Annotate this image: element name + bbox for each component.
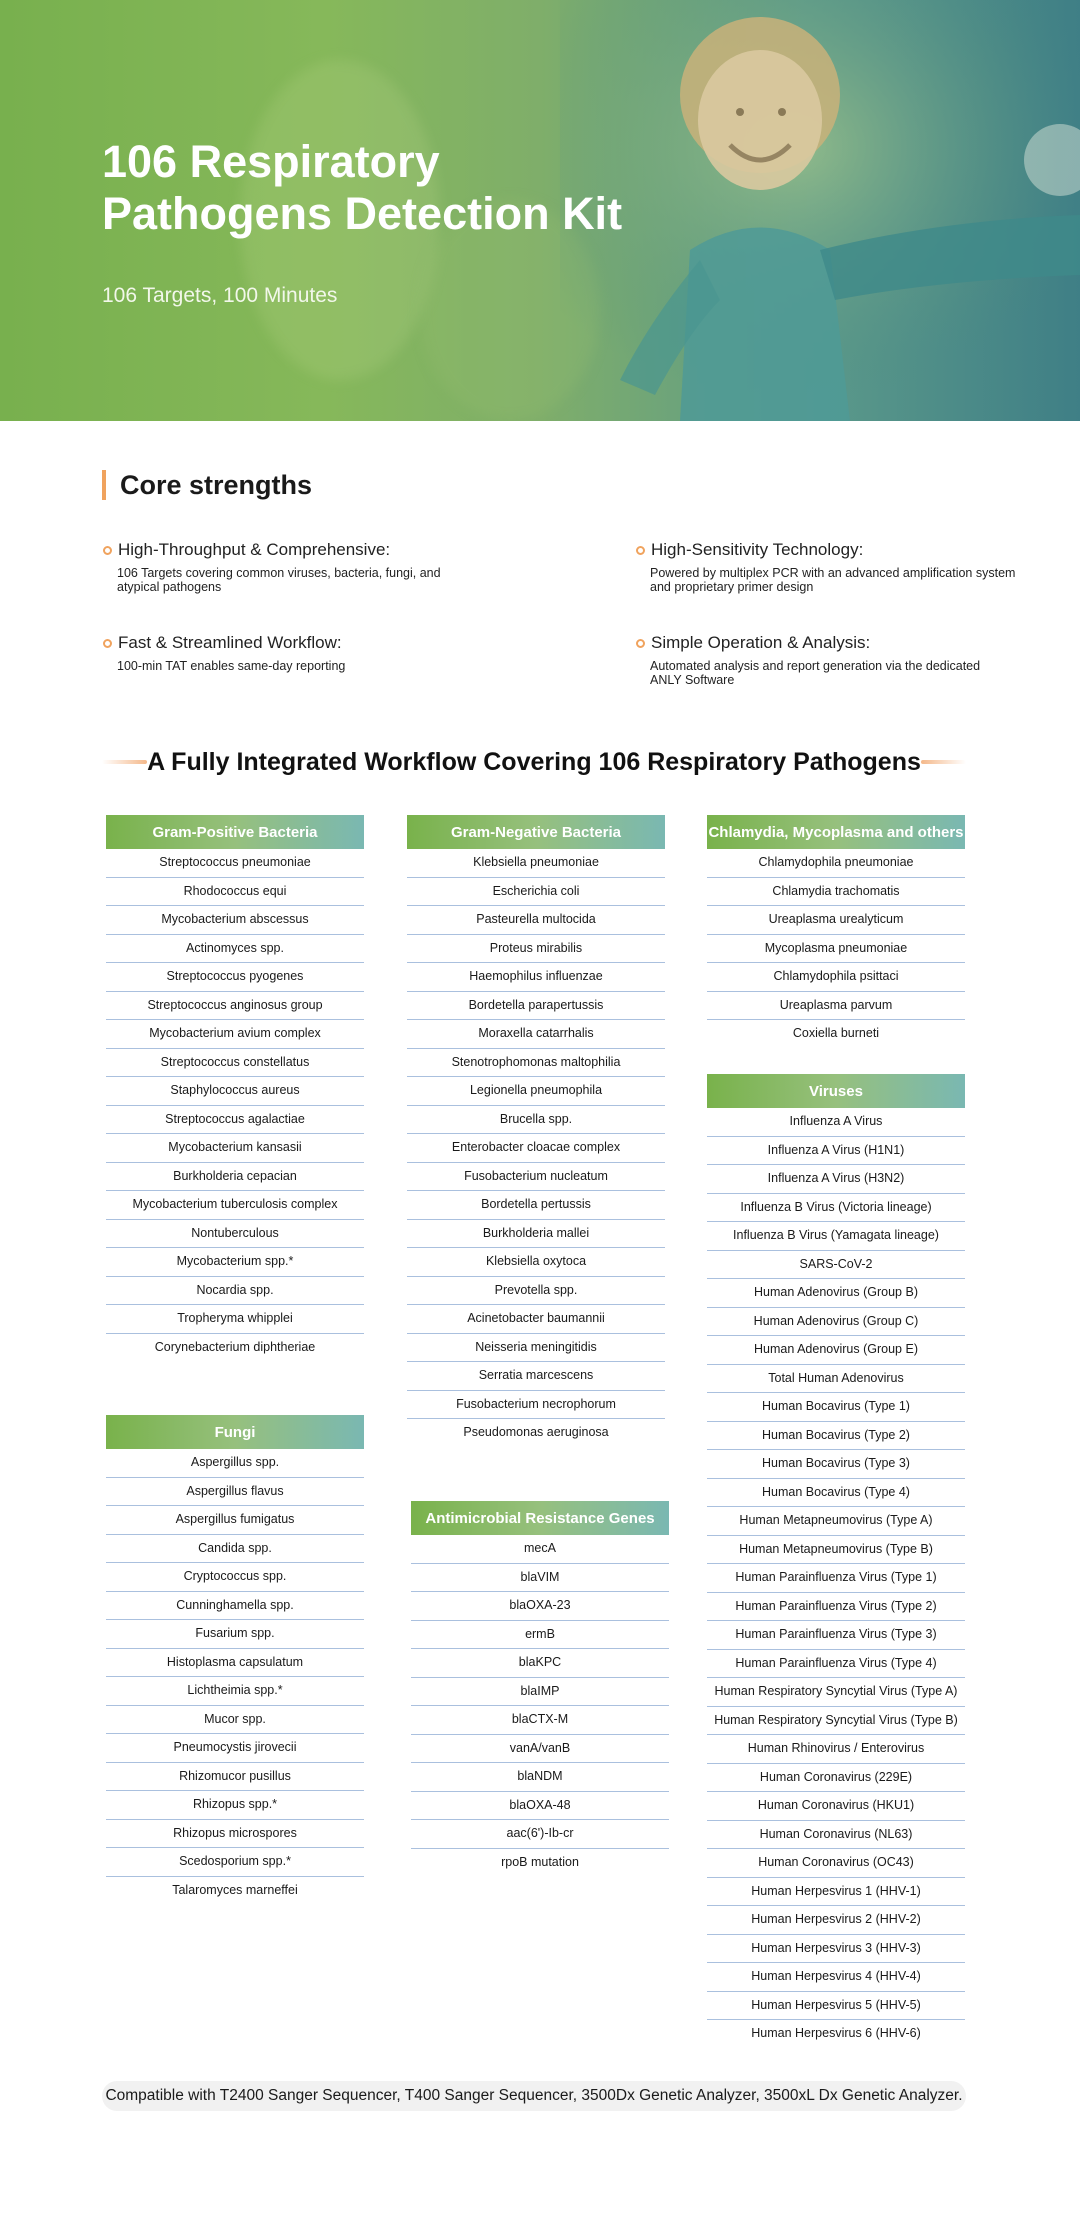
workflow-heading xyxy=(102,745,966,779)
table-row: Human Herpesvirus 3 (HHV-3) xyxy=(707,1935,965,1964)
bullet-icon xyxy=(103,546,112,555)
table-row: Candida spp. xyxy=(106,1535,364,1564)
table-row: blaCTX-M xyxy=(411,1706,669,1735)
bullet-icon xyxy=(103,639,112,648)
table-row: Streptococcus constellatus xyxy=(106,1049,364,1078)
table-row: Human Parainfluenza Virus (Type 3) xyxy=(707,1621,965,1650)
table-row: Human Herpesvirus 5 (HHV-5) xyxy=(707,1992,965,2021)
table-row: Human Parainfluenza Virus (Type 4) xyxy=(707,1650,965,1679)
table-row: Legionella pneumophila xyxy=(407,1077,665,1106)
table-chlamydia-mycoplasma xyxy=(707,815,965,1049)
feature-title: High-Throughput & Comprehensive: xyxy=(118,540,391,559)
table-row: Human Adenovirus (Group E) xyxy=(707,1336,965,1365)
table-list xyxy=(106,849,364,1362)
feature-title: High-Sensitivity Technology: xyxy=(651,540,864,559)
table-list xyxy=(707,849,965,1049)
table-row: Scedosporium spp.* xyxy=(106,1848,364,1877)
table-row: blaKPC xyxy=(411,1649,669,1678)
table-row: Actinomyces spp. xyxy=(106,935,364,964)
table-list xyxy=(707,1108,965,2049)
table-row: Mycobacterium spp.* xyxy=(106,1248,364,1277)
table-row: Haemophilus influenzae xyxy=(407,963,665,992)
feature-simple-operation xyxy=(635,633,1065,687)
feature-high-sensitivity xyxy=(635,540,1065,594)
bullet-icon xyxy=(636,639,645,648)
table-row: Human Herpesvirus 1 (HHV-1) xyxy=(707,1878,965,1907)
table-row: Human Parainfluenza Virus (Type 2) xyxy=(707,1593,965,1622)
table-row: Influenza A Virus xyxy=(707,1108,965,1137)
table-row: Ureaplasma parvum xyxy=(707,992,965,1021)
table-row: Streptococcus anginosus group xyxy=(106,992,364,1021)
table-row: Human Coronavirus (NL63) xyxy=(707,1821,965,1850)
table-row: Human Herpesvirus 6 (HHV-6) xyxy=(751,2026,921,2040)
feature-desc: Powered by multiplex PCR with an advanced amplification system and proprietary primer design xyxy=(650,566,1016,594)
table-row: Human Adenovirus (Group C) xyxy=(707,1308,965,1337)
table-row: Human Herpesvirus 2 (HHV-2) xyxy=(707,1906,965,1935)
heading-decor-right xyxy=(921,760,966,764)
table-row: Influenza B Virus (Yamagata lineage) xyxy=(707,1222,965,1251)
table-row: Chlamydophila psittaci xyxy=(707,963,965,992)
table-amr-genes xyxy=(411,1501,669,1877)
table-row: Influenza A Virus (H1N1) xyxy=(707,1137,965,1166)
table-row: Rhodococcus equi xyxy=(106,878,364,907)
table-row: Escherichia coli xyxy=(407,878,665,907)
workflow-title: A Fully Integrated Workflow Covering 106 Respiratory Pathogens xyxy=(147,747,921,776)
feature-fast-workflow xyxy=(102,633,532,673)
table-header: Viruses xyxy=(707,1074,965,1108)
table-row: Human Respiratory Syncytial Virus (Type A) xyxy=(707,1678,965,1707)
table-row: blaOXA-23 xyxy=(411,1592,669,1621)
table-row: Stenotrophomonas maltophilia xyxy=(407,1049,665,1078)
table-row: Human Metapneumovirus (Type B) xyxy=(707,1536,965,1565)
table-row: Lichtheimia spp.* xyxy=(106,1677,364,1706)
table-row: Human Respiratory Syncytial Virus (Type B) xyxy=(707,1707,965,1736)
table-row: Tropheryma whipplei xyxy=(106,1305,364,1334)
table-row: Influenza A Virus (H3N2) xyxy=(707,1165,965,1194)
table-row: Human Coronavirus (OC43) xyxy=(707,1849,965,1878)
table-row: Ureaplasma urealyticum xyxy=(707,906,965,935)
table-list xyxy=(106,1449,364,1905)
table-row: Mycobacterium tuberculosis complex xyxy=(106,1191,364,1220)
table-row: Corynebacterium diphtheriae xyxy=(154,1339,316,1354)
table-row: Talaromyces marneffei xyxy=(172,1882,298,1897)
table-row: Bordetella parapertussis xyxy=(407,992,665,1021)
table-row: Moraxella catarrhalis xyxy=(407,1020,665,1049)
table-fungi xyxy=(106,1415,364,1905)
feature-title: Fast & Streamlined Workflow: xyxy=(118,633,342,652)
table-gram-positive xyxy=(106,815,364,1362)
table-row: Cunninghamella spp. xyxy=(106,1592,364,1621)
table-row: Mycobacterium kansasii xyxy=(106,1134,364,1163)
table-row: Proteus mirabilis xyxy=(407,935,665,964)
table-row: Influenza B Virus (Victoria lineage) xyxy=(707,1194,965,1223)
feature-desc: 100-min TAT enables same-day reporting xyxy=(117,659,346,673)
table-row: Fusarium spp. xyxy=(106,1620,364,1649)
table-row: Human Metapneumovirus (Type A) xyxy=(707,1507,965,1536)
table-row: Human Rhinovirus / Enterovirus xyxy=(707,1735,965,1764)
table-row: aac(6')-Ib-cr xyxy=(411,1820,669,1849)
table-row: Neisseria meningitidis xyxy=(407,1334,665,1363)
hero-subtitle: 106 Targets, 100 Minutes xyxy=(102,284,338,307)
table-row: rpoB mutation xyxy=(501,1854,579,1869)
hero-title xyxy=(102,136,662,240)
feature-desc: Automated analysis and report generation via the dedicated ANLY Software xyxy=(650,659,981,687)
core-strengths-title: Core strengths xyxy=(102,470,312,500)
table-row: Total Human Adenovirus xyxy=(707,1365,965,1394)
table-row: Human Bocavirus (Type 4) xyxy=(707,1479,965,1508)
table-row: Bordetella pertussis xyxy=(407,1191,665,1220)
table-row: Serratia marcescens xyxy=(407,1362,665,1391)
table-row: Rhizopus microspores xyxy=(106,1820,364,1849)
table-header: Antimicrobial Resistance Genes xyxy=(411,1501,669,1535)
table-row: Acinetobacter baumannii xyxy=(407,1305,665,1334)
table-row: blaIMP xyxy=(411,1678,669,1707)
table-row: Human Adenovirus (Group B) xyxy=(707,1279,965,1308)
table-row: ermB xyxy=(411,1621,669,1650)
bullet-icon xyxy=(636,546,645,555)
table-row: Brucella spp. xyxy=(407,1106,665,1135)
table-row: Fusobacterium necrophorum xyxy=(407,1391,665,1420)
table-row: Aspergillus flavus xyxy=(106,1478,364,1507)
feature-high-throughput xyxy=(102,540,532,594)
table-row: Human Bocavirus (Type 3) xyxy=(707,1450,965,1479)
hero-title-line2: Pathogens Detection Kit xyxy=(102,188,623,239)
table-row: Pneumocystis jirovecii xyxy=(106,1734,364,1763)
table-row: Human Parainfluenza Virus (Type 1) xyxy=(707,1564,965,1593)
table-row: Human Bocavirus (Type 1) xyxy=(707,1393,965,1422)
table-row: Mycoplasma pneumoniae xyxy=(707,935,965,964)
table-row: Rhizopus spp.* xyxy=(106,1791,364,1820)
table-header: Fungi xyxy=(106,1415,364,1449)
table-row: Pseudomonas aeruginosa xyxy=(463,1425,609,1439)
table-row: Chlamydophila pneumoniae xyxy=(707,849,965,878)
table-header: Gram-Negative Bacteria xyxy=(407,815,665,849)
table-row: mecA xyxy=(411,1535,669,1564)
table-row: Enterobacter cloacae complex xyxy=(407,1134,665,1163)
table-row: Human Herpesvirus 4 (HHV-4) xyxy=(707,1963,965,1992)
table-row: Human Coronavirus (HKU1) xyxy=(707,1792,965,1821)
table-row: vanA/vanB xyxy=(411,1735,669,1764)
table-list xyxy=(411,1535,669,1877)
compatibility-note: Compatible with T2400 Sanger Sequencer, T400 Sanger Sequencer, 3500Dx Genetic Analyzer, 3500xL Dx Genetic Analyzer. xyxy=(102,2081,966,2111)
table-row: blaNDM xyxy=(411,1763,669,1792)
table-header: Chlamydia, Mycoplasma and others xyxy=(707,815,965,849)
table-row: Mycobacterium avium complex xyxy=(106,1020,364,1049)
table-gram-negative xyxy=(407,815,665,1448)
table-row: Prevotella spp. xyxy=(407,1277,665,1306)
feature-desc: 106 Targets covering common viruses, bacteria, fungi, and atypical pathogens xyxy=(117,566,441,594)
table-row: Rhizomucor pusillus xyxy=(106,1763,364,1792)
table-row: Streptococcus agalactiae xyxy=(106,1106,364,1135)
feature-title: Simple Operation & Analysis: xyxy=(651,633,871,652)
table-row: Staphylococcus aureus xyxy=(106,1077,364,1106)
table-row: Aspergillus fumigatus xyxy=(106,1506,364,1535)
table-row: blaOXA-48 xyxy=(411,1792,669,1821)
table-row: Cryptococcus spp. xyxy=(106,1563,364,1592)
table-row: Fusobacterium nucleatum xyxy=(407,1163,665,1192)
table-row: Mycobacterium abscessus xyxy=(106,906,364,935)
table-viruses xyxy=(707,1074,965,2049)
table-row: Streptococcus pyogenes xyxy=(106,963,364,992)
table-row: Coxiella burneti xyxy=(792,1026,880,1040)
table-row: Mucor spp. xyxy=(106,1706,364,1735)
table-row: blaVIM xyxy=(411,1564,669,1593)
table-row: Aspergillus spp. xyxy=(106,1449,364,1478)
table-row: Klebsiella oxytoca xyxy=(407,1248,665,1277)
table-list xyxy=(407,849,665,1448)
table-header: Gram-Positive Bacteria xyxy=(106,815,364,849)
table-row: Histoplasma capsulatum xyxy=(106,1649,364,1678)
table-row: Pasteurella multocida xyxy=(407,906,665,935)
table-row: Klebsiella pneumoniae xyxy=(407,849,665,878)
table-row: Burkholderia cepacian xyxy=(106,1163,364,1192)
table-row: Nontuberculous xyxy=(106,1220,364,1249)
hero-title-line1: 106 Respiratory xyxy=(102,136,440,187)
hero-banner xyxy=(0,0,1080,421)
table-row: Human Coronavirus (229E) xyxy=(707,1764,965,1793)
table-row: Human Bocavirus (Type 2) xyxy=(707,1422,965,1451)
table-row: Nocardia spp. xyxy=(106,1277,364,1306)
heading-decor-left xyxy=(102,760,147,764)
table-row: Streptococcus pneumoniae xyxy=(106,849,364,878)
table-row: Burkholderia mallei xyxy=(407,1220,665,1249)
table-row: SARS-CoV-2 xyxy=(707,1251,965,1280)
table-row: Chlamydia trachomatis xyxy=(707,878,965,907)
